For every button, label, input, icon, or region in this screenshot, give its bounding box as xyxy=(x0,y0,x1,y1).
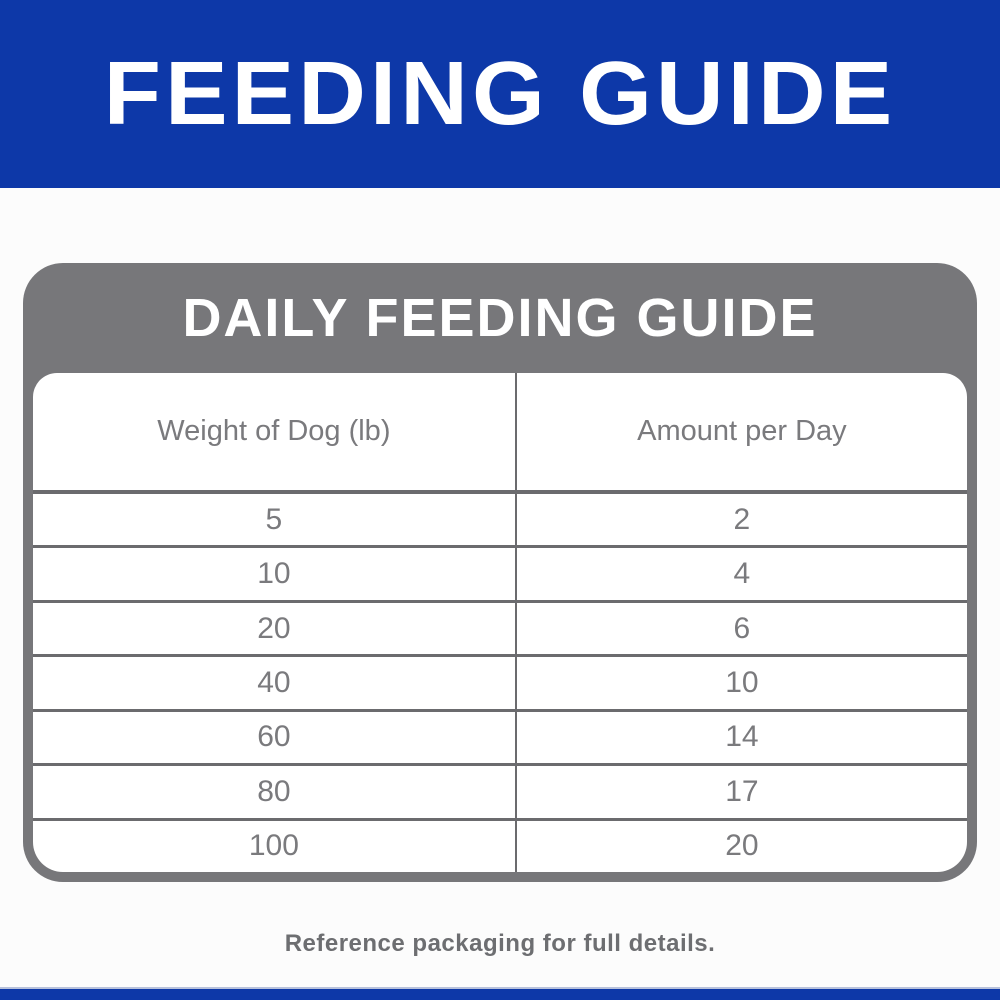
table-row xyxy=(33,545,967,599)
amount-cell: 14 xyxy=(725,720,759,754)
table-header-row xyxy=(33,373,967,490)
table-row xyxy=(33,709,967,763)
table-row xyxy=(33,818,967,872)
table-row xyxy=(33,490,967,545)
table-row xyxy=(33,600,967,654)
feeding-table xyxy=(33,373,967,872)
weight-cell: 80 xyxy=(33,766,517,817)
amount-cell: 4 xyxy=(733,557,751,591)
table-row xyxy=(33,654,967,708)
daily-feeding-guide-card xyxy=(23,263,977,882)
card-title: DAILY FEEDING GUIDE xyxy=(182,288,818,348)
amount-cell: 17 xyxy=(725,774,759,808)
weight-cell: 10 xyxy=(33,548,517,599)
footer-note: Reference packaging for full details. xyxy=(284,930,716,957)
top-banner xyxy=(0,0,1000,188)
table-row xyxy=(33,763,967,817)
weight-cell: 20 xyxy=(33,603,517,654)
page-title: FEEDING GUIDE xyxy=(103,43,897,144)
amount-cell: 20 xyxy=(725,829,759,863)
amount-cell: 10 xyxy=(725,665,759,699)
bottom-accent-bar xyxy=(0,987,1000,1000)
weight-cell: 100 xyxy=(33,821,517,872)
amount-cell: 6 xyxy=(733,611,751,645)
weight-cell: 60 xyxy=(33,712,517,763)
column-header-amount: Amount per Day xyxy=(637,415,847,447)
weight-cell: 5 xyxy=(33,494,517,545)
column-header-weight: Weight of Dog (lb) xyxy=(33,373,517,490)
weight-cell: 40 xyxy=(33,657,517,708)
amount-cell: 2 xyxy=(733,502,751,536)
